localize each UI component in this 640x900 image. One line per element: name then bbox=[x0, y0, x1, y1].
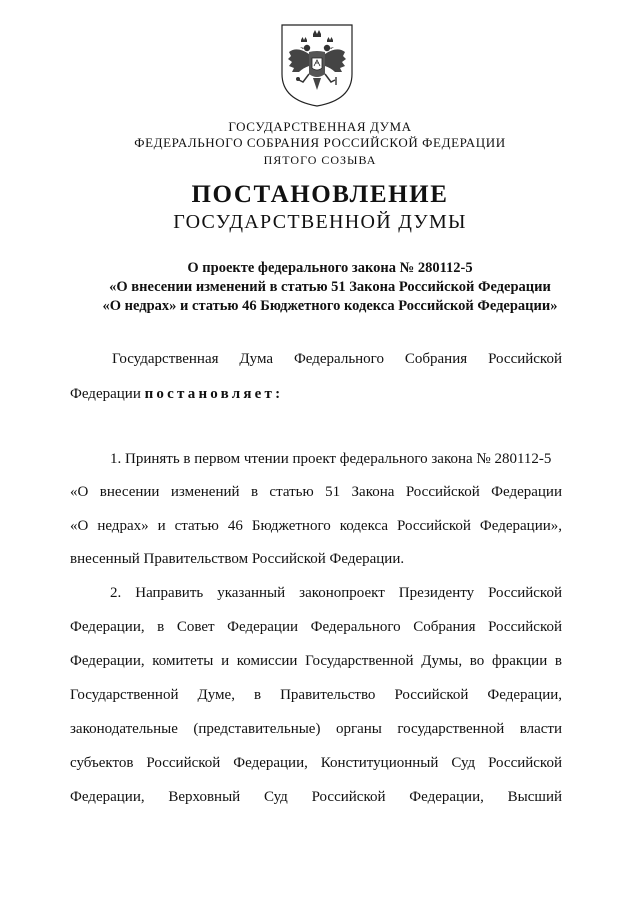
item1-line: 1. Принять в первом чтении проект федерального закона № 280112-5 bbox=[110, 451, 552, 467]
resolution-verb: постановляет: bbox=[144, 386, 284, 402]
bill-title bbox=[60, 259, 600, 316]
bill-title-line: «О внесении изменений в статью 51 Закона Российской Федерации bbox=[109, 279, 551, 295]
header-line-3: ПЯТОГО СОЗЫВА bbox=[263, 153, 377, 167]
bill-title-line: «О недрах» и статью 46 Бюджетного кодекса Российской Федерации» bbox=[102, 298, 558, 314]
item2-line: Федерации, в Совет Федерации Федерального Собрания Российской bbox=[70, 619, 562, 635]
header-line-1: ГОСУДАРСТВЕННАЯ ДУМА bbox=[228, 119, 412, 134]
item1-line: «О внесении изменений в статью 51 Закона Российской Федерации bbox=[70, 484, 562, 500]
item1-line: внесенный Правительством Российской Федерации. bbox=[70, 551, 405, 567]
item1-line: «О недрах» и статью 46 Бюджетного кодекса Российской Федерации», bbox=[70, 518, 562, 534]
item2-line: законодательные (представительные) органы государственной власти bbox=[70, 721, 562, 737]
item2-line: 2. Направить указанный законопроект Президенту Российской bbox=[110, 585, 562, 601]
preamble-text: Федерации bbox=[70, 386, 145, 402]
preamble-line-2 bbox=[70, 385, 562, 403]
item2-line: субъектов Российской Федерации, Конституционный Суд Российской bbox=[70, 755, 562, 771]
item2-line: Федерации, Верховный Суд Российской Федерации, Высший bbox=[70, 789, 562, 805]
document-subtitle: ГОСУДАРСТВЕННОЙ ДУМЫ bbox=[173, 211, 467, 233]
coat-of-arms-emblem bbox=[279, 22, 355, 108]
item2-line: Государственной Думе, в Правительство Российской Федерации, bbox=[70, 687, 562, 703]
preamble-line-1: Государственная Дума Федерального Собрания Российской bbox=[112, 351, 562, 367]
header-line-2: ФЕДЕРАЛЬНОГО СОБРАНИЯ РОССИЙСКОЙ ФЕДЕРАЦИИ bbox=[134, 135, 506, 150]
document-title: ПОСТАНОВЛЕНИЕ bbox=[191, 181, 449, 208]
item2-line: Федерации, комитеты и комиссии Государственной Думы, во фракции в bbox=[70, 653, 562, 669]
bill-title-line: О проекте федерального закона № 280112-5 bbox=[187, 260, 473, 276]
